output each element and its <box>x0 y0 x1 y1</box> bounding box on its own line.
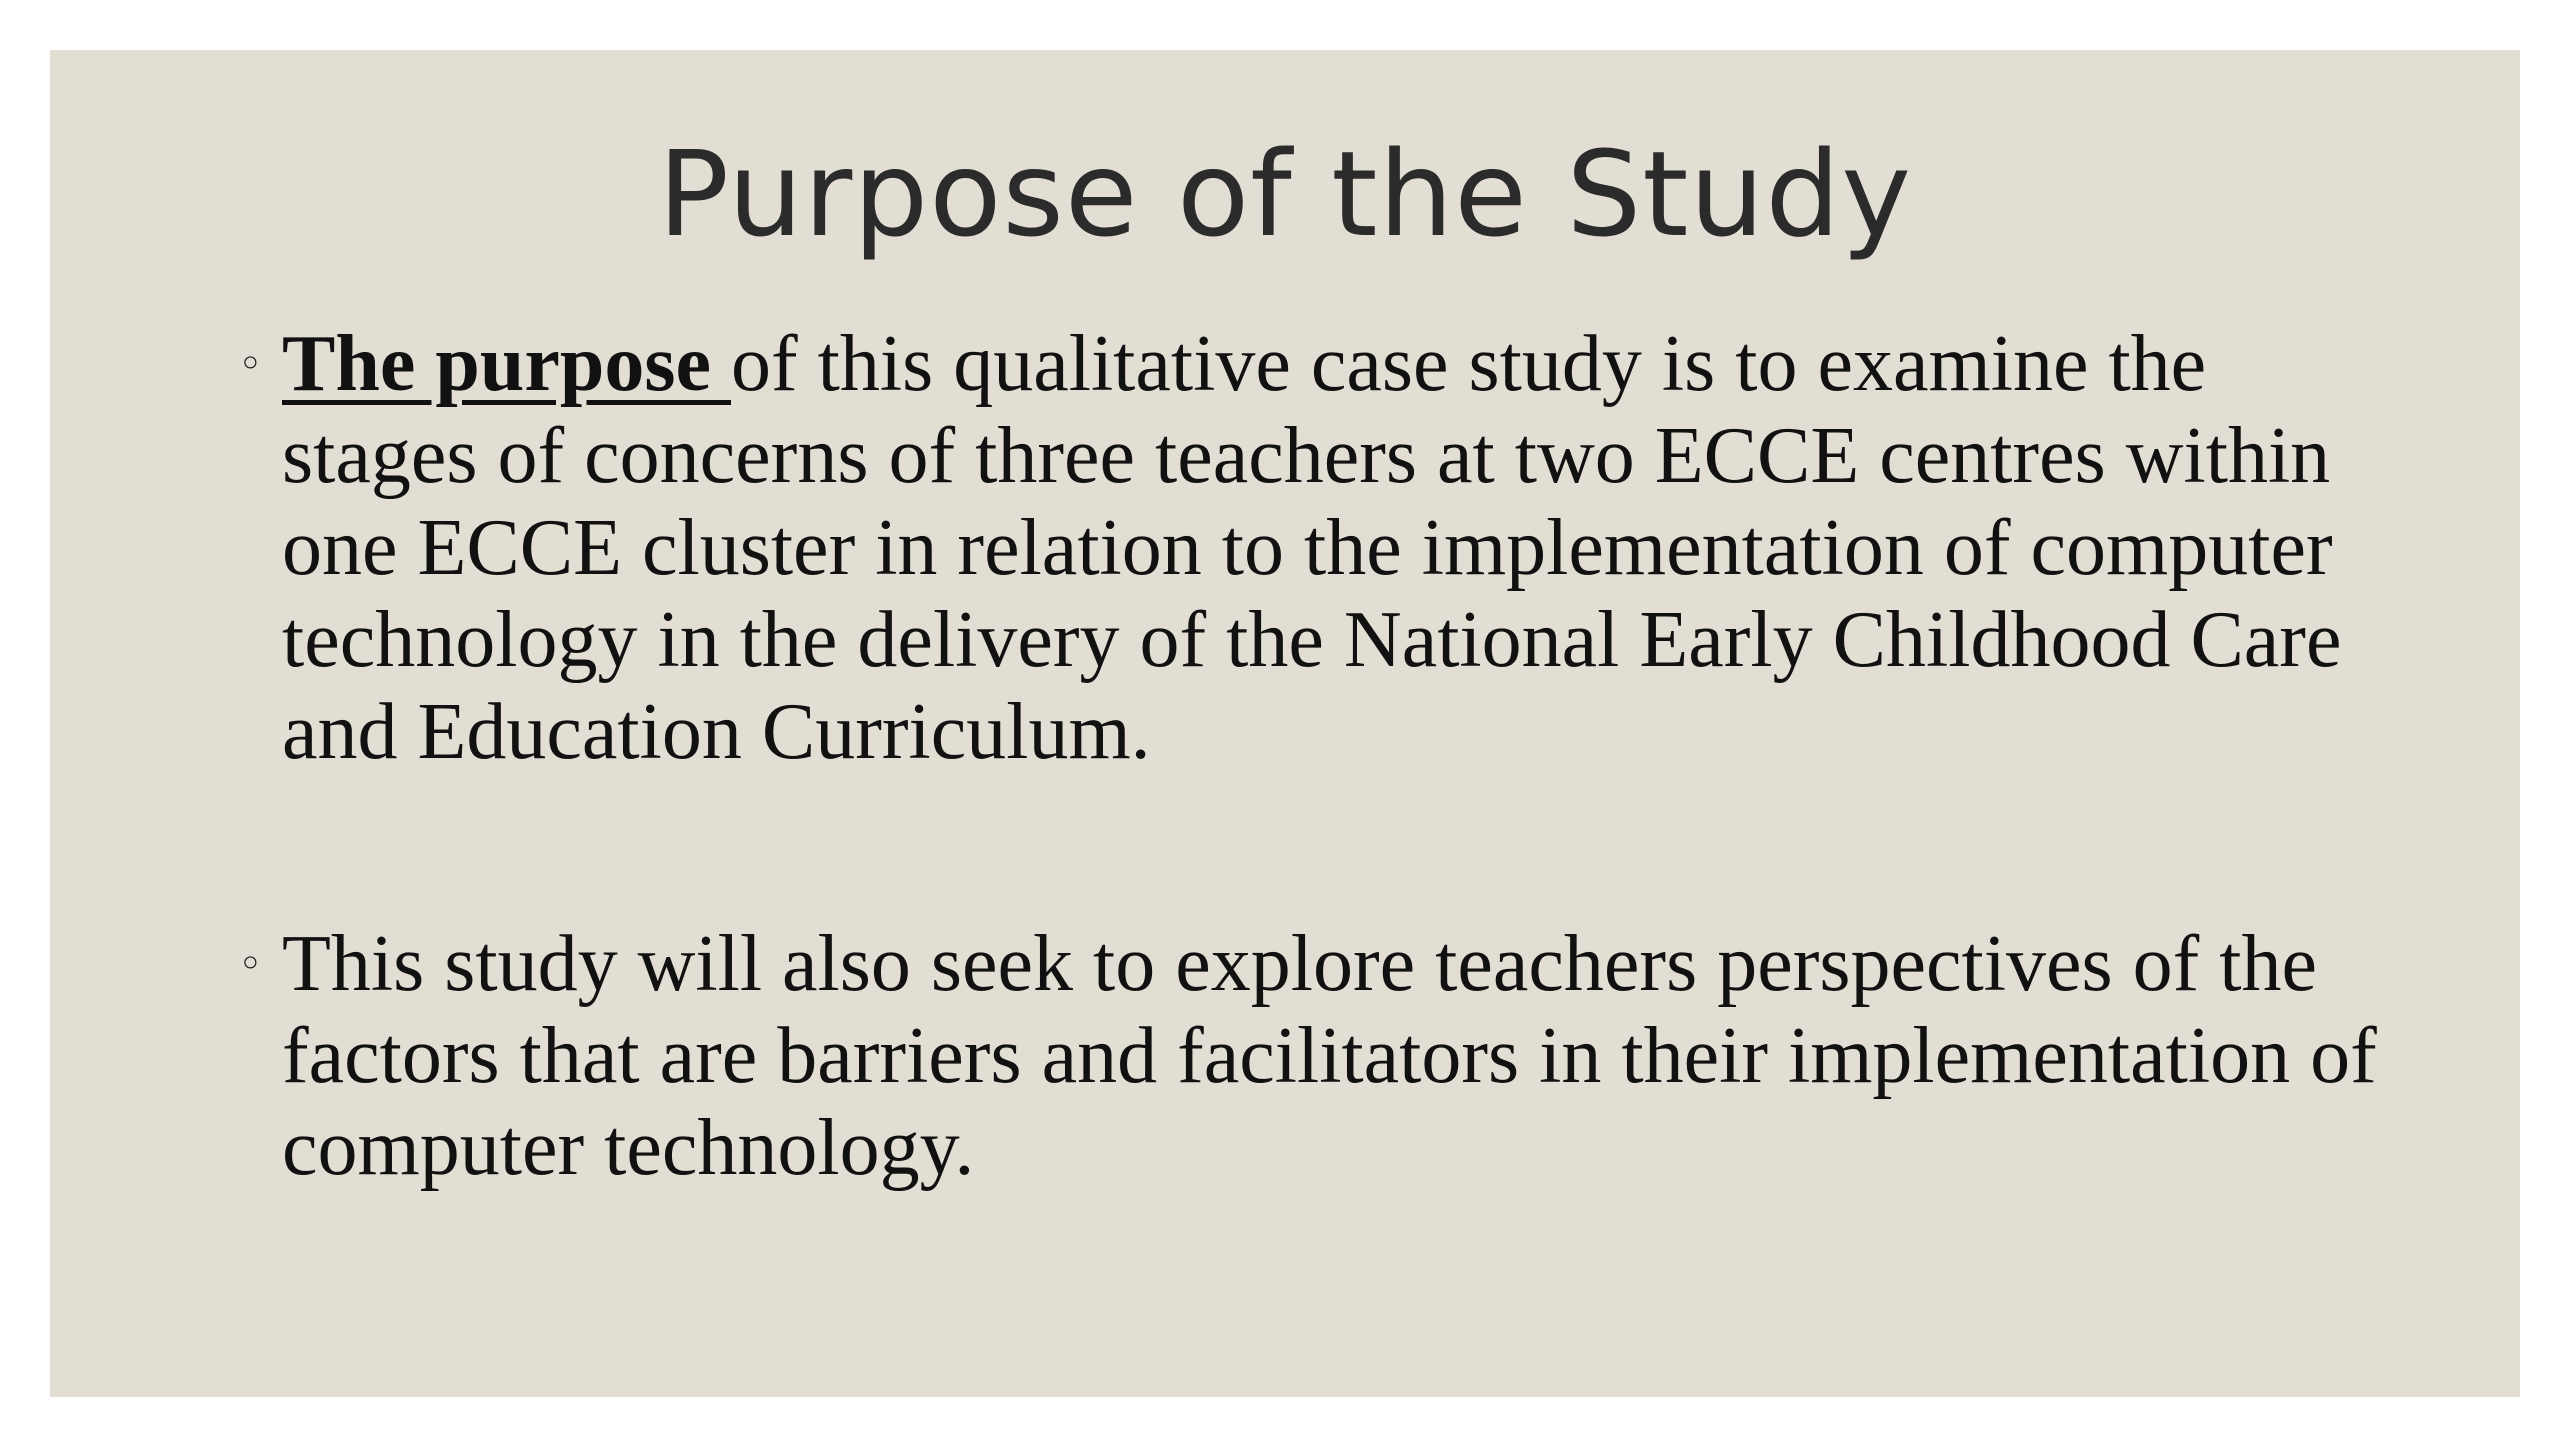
slide-title: Purpose of the Study <box>657 125 1913 263</box>
bullet-list <box>238 318 2382 1194</box>
bullet-item-explore <box>238 918 2382 1194</box>
slide <box>50 50 2520 1397</box>
bullet-lead-text: The purpose <box>282 320 731 408</box>
hollow-circle-bullet-icon: ◦ <box>238 339 263 388</box>
bullet-text: This study will also seek to explore teachers perspectives of the factors that are barriers and facilitators in their implementation of computer technology. <box>282 920 2377 1192</box>
hollow-circle-bullet-icon: ◦ <box>238 939 263 988</box>
bullet-item-purpose <box>238 318 2382 778</box>
bullet-text: of this qualitative case study is to examine the stages of concerns of three teachers at two ECCE centres within one ECCE cluster in relation to the implementation of computer technology in the delivery of the National Early Childhood Care and Education Curriculum. <box>282 320 2342 776</box>
